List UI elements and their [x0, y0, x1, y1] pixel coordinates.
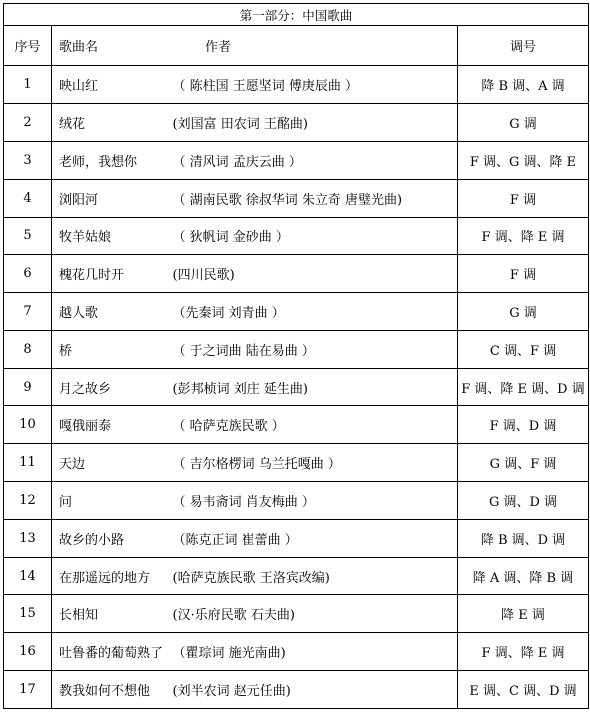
header-key: 调号: [458, 26, 589, 66]
table-row: [4, 293, 589, 331]
song-author: (哈萨克族民歌 王洛宾改编): [173, 557, 458, 595]
song-key: G 调: [458, 293, 589, 331]
song-author: （瞿琮词 施光南曲): [173, 633, 458, 671]
row-number: 16: [4, 633, 52, 671]
song-key: G 调、F 调: [458, 444, 589, 482]
song-key: F 调、G 调、降 E: [458, 141, 589, 179]
song-author: （陈克正词 崔蕾曲 ）: [173, 519, 458, 557]
song-key: F 调、D 调: [458, 406, 589, 444]
song-author: （ 湖南民歌 徐叔华词 朱立奇 唐璧光曲): [173, 179, 458, 217]
table-row: [4, 217, 589, 255]
row-number: 12: [4, 482, 52, 520]
song-key: F 调: [458, 255, 589, 293]
section-title: 第一部分：中国歌曲: [4, 4, 589, 26]
song-name: 月之故乡: [52, 368, 173, 406]
table-row: [4, 104, 589, 142]
row-number: 17: [4, 671, 52, 709]
song-author: （ 于之词曲 陆在易曲 ）: [173, 330, 458, 368]
song-author: （ 狄帆词 金砂曲 ）: [173, 217, 458, 255]
song-key: F 调、降 E 调: [458, 217, 589, 255]
header-number: 序号: [4, 26, 52, 66]
song-name: 绒花: [52, 104, 173, 142]
table-row: [4, 595, 589, 633]
row-number: 6: [4, 255, 52, 293]
table-row: [4, 633, 589, 671]
row-number: 8: [4, 330, 52, 368]
song-name: 老师，我想你: [52, 141, 173, 179]
song-author: （ 易韦斋词 肖友梅曲 ）: [173, 482, 458, 520]
song-author: (汉·乐府民歌 石夫曲): [173, 595, 458, 633]
song-name: 天边: [52, 444, 173, 482]
table-row: [4, 141, 589, 179]
song-key: F 调: [458, 179, 589, 217]
header-author: 作者: [205, 40, 232, 56]
song-author: (四川民歌): [173, 255, 458, 293]
row-number: 7: [4, 293, 52, 331]
row-number: 4: [4, 179, 52, 217]
song-key: 降 A 调、降 B 调: [458, 557, 589, 595]
table-row: [4, 482, 589, 520]
song-name: 映山红: [52, 66, 173, 104]
table-row: [4, 406, 589, 444]
song-name: 问: [52, 482, 173, 520]
table-row: [4, 671, 589, 709]
table-row: [4, 255, 589, 293]
song-key: F 调、降 E 调: [458, 633, 589, 671]
song-name: 浏阳河: [52, 179, 173, 217]
song-name: 教我如何不想他: [52, 671, 173, 709]
row-number: 11: [4, 444, 52, 482]
row-number: 13: [4, 519, 52, 557]
song-key: G 调: [458, 104, 589, 142]
song-author: （ 陈柱国 王愿坚词 傅庚辰曲 ）: [173, 66, 458, 104]
song-key: 降 E 调: [458, 595, 589, 633]
row-number: 10: [4, 406, 52, 444]
table-row: [4, 444, 589, 482]
song-author: (刘国富 田农词 王酩曲): [173, 104, 458, 142]
table-row: [4, 330, 589, 368]
header-song-author: [52, 26, 458, 66]
row-number: 14: [4, 557, 52, 595]
song-key: C 调、F 调: [458, 330, 589, 368]
row-number: 5: [4, 217, 52, 255]
header-song: 歌曲名: [59, 40, 99, 56]
row-number: 1: [4, 66, 52, 104]
song-author: （ 清风词 孟庆云曲 ）: [173, 141, 458, 179]
song-key: F 调、降 E 调、D 调: [458, 368, 589, 406]
song-author: （先秦词 刘青曲 ）: [173, 293, 458, 331]
song-name: 桥: [52, 330, 173, 368]
song-name: 越人歌: [52, 293, 173, 331]
song-author: （ 哈萨克族民歌 ）: [173, 406, 458, 444]
song-key: E 调、C 调、D 调: [458, 671, 589, 709]
table-row: [4, 179, 589, 217]
header-row: [4, 26, 589, 66]
section-title-row: [4, 4, 589, 26]
song-author: (刘半农词 赵元任曲): [173, 671, 458, 709]
song-key: G 调、D 调: [458, 482, 589, 520]
song-name: 嘎俄丽泰: [52, 406, 173, 444]
song-name: 在那遥远的地方: [52, 557, 173, 595]
table-row: [4, 368, 589, 406]
song-author: (彭邦桢词 刘庄 延生曲): [173, 368, 458, 406]
table-row: [4, 66, 589, 104]
song-table: [3, 3, 589, 709]
song-name: 槐花几时开: [52, 255, 173, 293]
song-name: 牧羊姑娘: [52, 217, 173, 255]
row-number: 3: [4, 141, 52, 179]
row-number: 9: [4, 368, 52, 406]
song-author: （ 吉尔格楞词 乌兰托嘎曲 ）: [173, 444, 458, 482]
song-name: 长相知: [52, 595, 173, 633]
song-key: 降 B 调、D 调: [458, 519, 589, 557]
row-number: 2: [4, 104, 52, 142]
song-key: 降 B 调、A 调: [458, 66, 589, 104]
song-name: 故乡的小路: [52, 519, 173, 557]
table-row: [4, 557, 589, 595]
song-name: 吐鲁番的葡萄熟了: [52, 633, 173, 671]
table-row: [4, 519, 589, 557]
row-number: 15: [4, 595, 52, 633]
